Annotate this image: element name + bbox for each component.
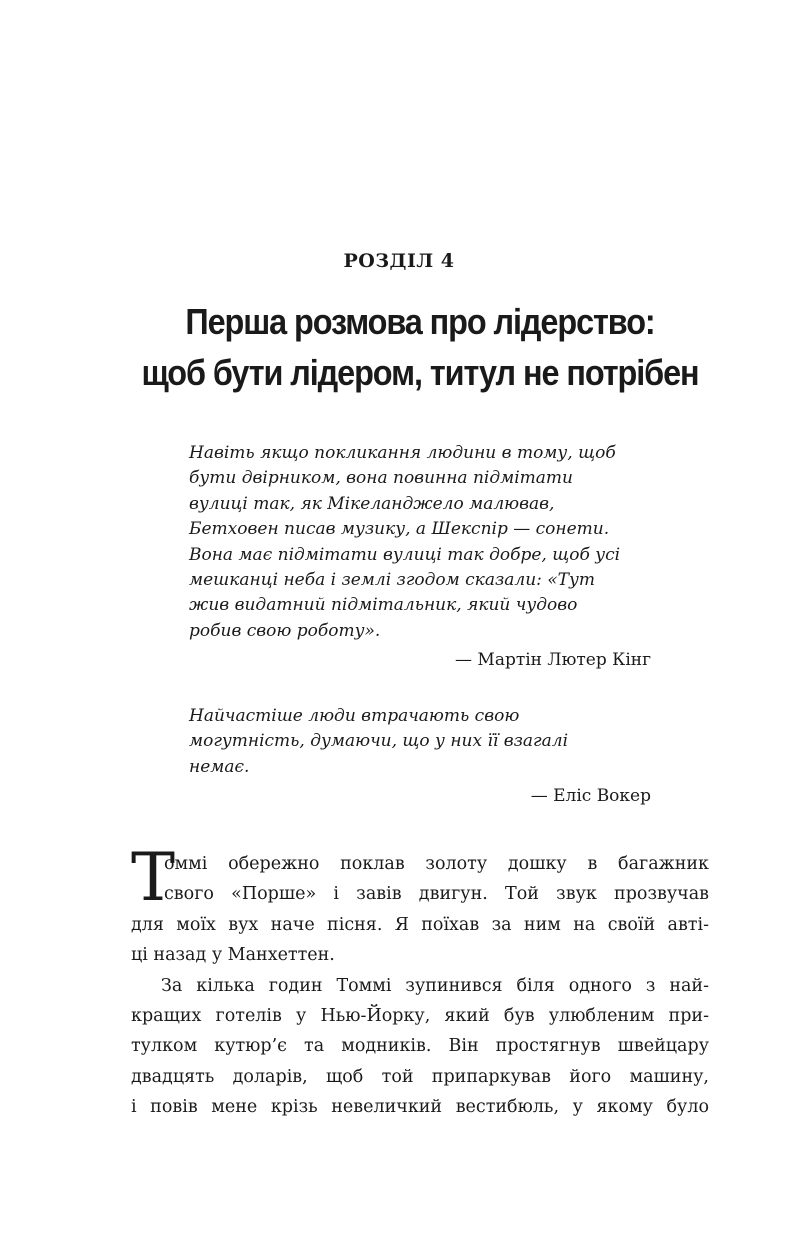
text-line: для моїх вух наче пісня. Я поїхав за ним на своїй авті-	[131, 914, 709, 935]
text-line: За кілька годин Томмі зупинився біля одного з най-	[161, 975, 709, 996]
text-line: кращих готелів у Нью-Йорку, який був улюбленим при-	[131, 1006, 709, 1027]
epigraph-line: Вона має підмітати вулиці так добре, щоб усі	[189, 544, 621, 565]
paragraph	[131, 971, 709, 1123]
epigraph-line: Навіть якщо покликання людини в тому, щоб	[189, 443, 616, 463]
epigraph-line: Найчастіше люди втрачають свою	[189, 706, 520, 726]
chapter-title-line: щоб бути лідером, титул не потрібен	[141, 352, 699, 393]
epigraph-line: Бетховен писав музику, а Шекспір — сонети.	[189, 519, 610, 540]
epigraph-quote	[189, 441, 651, 644]
epigraph-line: могутність, думаючи, що у них її взагалі	[189, 731, 569, 752]
epigraph-line: жив видатний підмітальник, який чудово	[189, 595, 578, 616]
epigraph-attribution: — Еліс Вокер	[530, 786, 651, 807]
epigraph	[189, 441, 651, 674]
text-line: ці назад у Манхеттен.	[131, 945, 335, 966]
body-text	[131, 839, 709, 1123]
text-line: свого «Порше» і завів двигун. Той звук прозвучав	[164, 884, 709, 905]
text-line: і повів мене крізь невеличкий вестибюль, у якому було	[131, 1097, 709, 1118]
text-line: оммі обережно поклав золоту дошку в багажник	[164, 854, 709, 874]
epigraph	[189, 704, 651, 810]
epigraph-line: немає.	[189, 756, 250, 777]
epigraph-quote	[189, 704, 651, 780]
text-line: двадцять доларів, щоб той припаркував його машину,	[131, 1066, 709, 1087]
chapter-label: РОЗДІЛ 4	[343, 250, 455, 272]
paragraph	[131, 839, 709, 971]
epigraph-line: вулиці так, як Мікеланджело малював,	[189, 493, 555, 514]
epigraph-attribution: — Мартін Лютер Кінг	[455, 650, 651, 671]
chapter-title-line: Перша розмова про лідерство:	[185, 301, 655, 342]
drop-cap: Т	[131, 839, 176, 916]
epigraph-line: робив свою роботу».	[189, 620, 381, 641]
epigraph-line: бути двірником, вона повинна підмітати	[189, 468, 573, 489]
chapter-title	[132, 296, 708, 398]
epigraph-line: мешканці неба і землі згодом сказали: «Тут	[189, 570, 595, 591]
text-line: тулком кутюр’є та модників. Він простягнув швейцару	[131, 1036, 709, 1057]
